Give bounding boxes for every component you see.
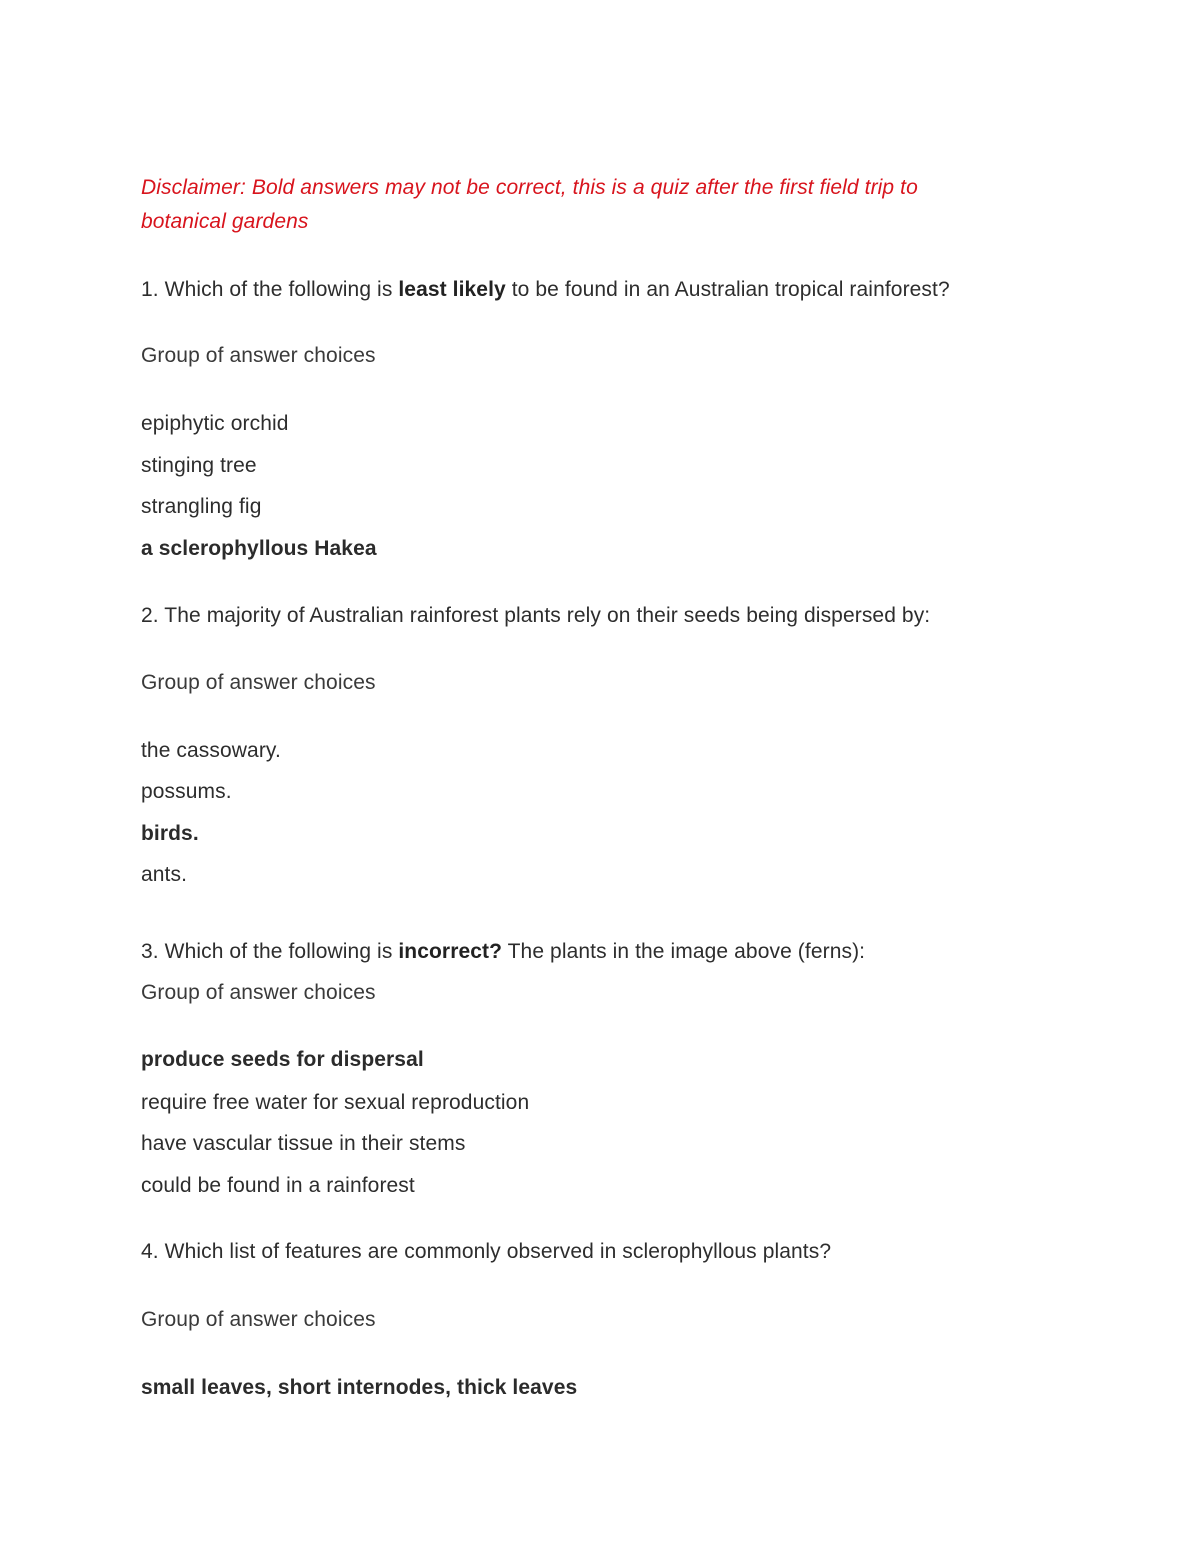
- q1-choice-2: stinging tree: [141, 454, 257, 477]
- question-1-emphasis: least likely: [398, 278, 506, 301]
- disclaimer-line-2: botanical gardens: [141, 210, 309, 233]
- q3-choice-3: have vascular tissue in their stems: [141, 1132, 466, 1155]
- q2-choice-1: the cassowary.: [141, 739, 281, 762]
- q3-choice-4: could be found in a rainforest: [141, 1174, 415, 1197]
- q2-choice-4: ants.: [141, 863, 188, 886]
- question-1-text-start: 1. Which of the following is: [141, 278, 399, 301]
- group-label-q3: Group of answer choices: [141, 981, 376, 1004]
- group-label-q4: Group of answer choices: [141, 1308, 376, 1331]
- question-4: 4. Which list of features are commonly observed in sclerophyllous plants?: [141, 1240, 832, 1263]
- group-label-q2: Group of answer choices: [141, 671, 376, 694]
- q3-choice-1-bold-answer: produce seeds for dispersal: [141, 1048, 424, 1071]
- q1-choice-1: epiphytic orchid: [141, 412, 289, 435]
- question-2: 2. The majority of Australian rainforest plants rely on their seeds being dispersed by:: [141, 604, 931, 627]
- q2-choice-3-bold-answer: birds.: [141, 822, 199, 845]
- question-1-text-end: to be found in an Australian tropical rainforest?: [505, 278, 950, 301]
- disclaimer-line-1: Disclaimer: Bold answers may not be correct, this is a quiz after the first field trip to: [141, 176, 918, 199]
- group-label-q1: Group of answer choices: [141, 344, 376, 367]
- q1-choice-3: strangling fig: [141, 495, 262, 518]
- q1-choice-4-bold-answer: a sclerophyllous Hakea: [141, 537, 377, 560]
- question-3-text-start: 3. Which of the following is: [141, 940, 399, 963]
- question-3-text-end: The plants in the image above (ferns):: [502, 940, 866, 963]
- q3-choice-2: require free water for sexual reproduction: [141, 1091, 530, 1114]
- question-3: [141, 937, 865, 967]
- q2-choice-2: possums.: [141, 780, 232, 803]
- question-1: [141, 275, 950, 305]
- question-3-emphasis: incorrect?: [398, 940, 503, 963]
- q4-choice-1-bold-answer: small leaves, short internodes, thick leaves: [141, 1376, 578, 1399]
